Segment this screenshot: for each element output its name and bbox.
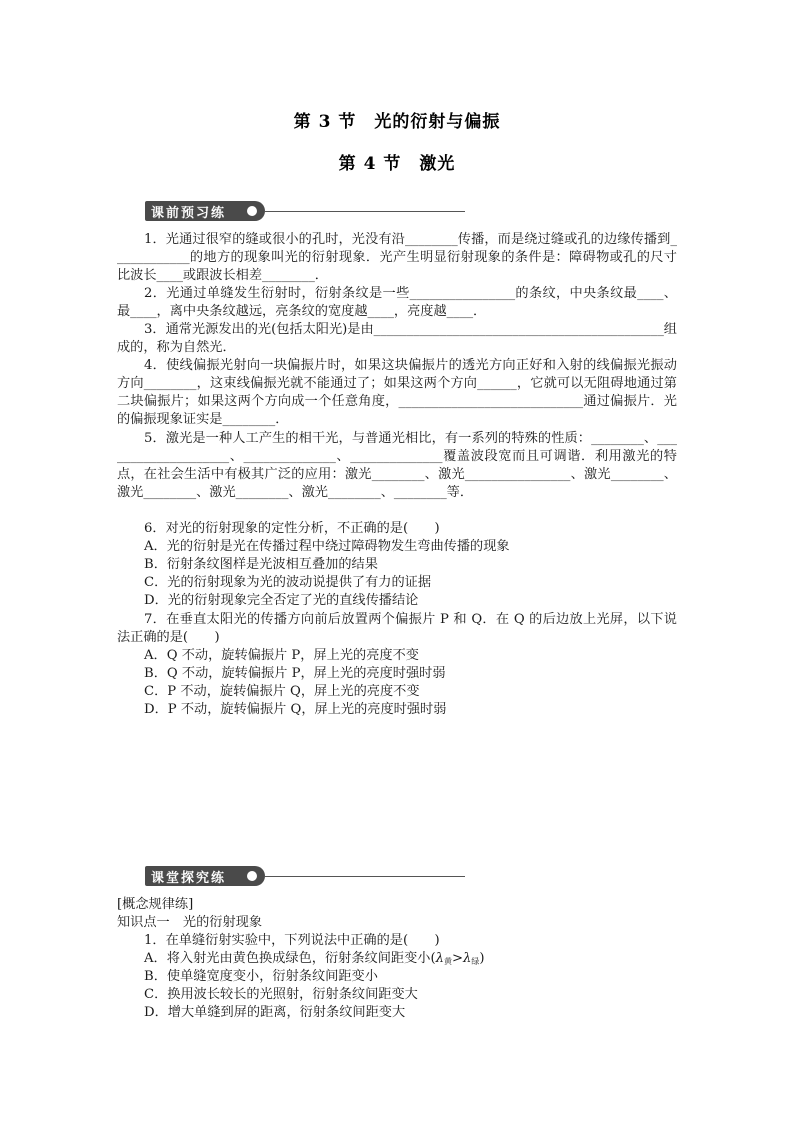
cq1-option-d: D．增大单缝到屏的距离，衍射条纹间距变大 <box>144 1005 406 1020</box>
question-6: 6．对光的衍射现象的定性分析，不正确的是( ) <box>144 521 440 536</box>
section-header-classroom <box>145 866 465 888</box>
q6-option-b: B．衍射条纹图样是光波相互叠加的结果 <box>144 557 378 572</box>
section-label: 课堂探究练 <box>151 871 227 886</box>
greater-than: > <box>451 951 464 966</box>
q6-option-a: A．光的衍射是光在传播过程中绕过障碍物发生弯曲传播的现象 <box>144 539 510 554</box>
question-3: 3．通常光源发出的光(包括太阳光)是由____________________________________________组成的，称为自然光． <box>117 322 677 355</box>
section-label: 课前预习练 <box>151 206 227 221</box>
bullet-dot-icon <box>247 871 257 881</box>
close-paren: ) <box>479 951 485 966</box>
question-4: 4．使线偏振光射向一块偏振片时，如果这块偏振片的透光方向正好和入射的线偏振光振动方向________，这束线偏振光就不能通过了；如果这两个方向______，它就可以无阻碍地通过第二块偏振片；如果这两个方向成一个任意角度，____________________________通过偏振片．光的偏振现象证实是________． <box>117 358 677 427</box>
bullet-dot-icon <box>247 206 257 216</box>
cq1-option-b: B．使单缝宽度变小，衍射条纹间距变小 <box>144 969 378 984</box>
section-divider <box>265 211 465 212</box>
q7-option-b: B．Q 不动，旋转偏振片 P，屏上光的亮度时强时弱 <box>144 666 446 681</box>
q7-option-a: A．Q 不动，旋转偏振片 P，屏上光的亮度不变 <box>144 648 419 663</box>
subscript-yellow: 黄 <box>443 957 452 966</box>
section-divider <box>265 876 465 877</box>
cq1-option-a-text: A．将入射光由黄色换成绿色，衍射条纹间距变小( <box>144 951 436 966</box>
concept-heading: [概念规律练] <box>117 897 194 912</box>
subscript-green: 绿 <box>471 957 480 966</box>
question-7: 7．在垂直太阳光的传播方向前后放置两个偏振片 P 和 Q．在 Q 的后边放上光屏，以下说法正确的是( ) <box>117 612 677 645</box>
lambda-symbol: λ <box>463 951 472 966</box>
knowledge-point: 知识点一 光的衍射现象 <box>117 915 263 930</box>
page-subtitle: 第 4 节 激光 <box>338 154 456 174</box>
q6-option-d: D．光的衍射现象完全否定了光的直线传播结论 <box>144 593 419 608</box>
section-header-preview <box>145 201 465 223</box>
classroom-question-1: 1．在单缝衍射实验中，下列说法中正确的是( ) <box>144 933 440 948</box>
q7-option-c: C．P 不动，旋转偏振片 Q，屏上光的亮度不变 <box>144 684 420 699</box>
lambda-symbol: λ <box>435 951 444 966</box>
question-2: 2．光通过单缝发生衍射时，衍射条纹是一些________________的条纹，中央条纹最____、最____，离中央条纹越远，亮条纹的宽度越____，亮度越____． <box>117 286 677 319</box>
cq1-option-c: C．换用波长较长的光照射，衍射条纹间距变大 <box>144 987 418 1002</box>
question-5: 5．激光是一种人工产生的相干光，与普通光相比，有一系列的特殊的性质：________、____________________、______________、______________覆盖波段宽而且可调谐．利用激光的特点，在社会生活中有极其广泛的应用：激光________、激光________________、激光________、激光________、激光________、激光________、________等． <box>117 431 677 500</box>
q7-option-d: D．P 不动，旋转偏振片 Q，屏上光的亮度时强时弱 <box>144 702 447 717</box>
question-1: 1．光通过很窄的缝或很小的孔时，光没有沿________传播，而是绕过缝或孔的边缘传播到____________的地方的现象叫光的衍射现象．光产生明显衍射现象的条件是：障碍物或孔的尺寸比波长____或跟波长相差________． <box>117 232 677 283</box>
page-title: 第 3 节 光的衍射与偏振 <box>293 112 501 132</box>
q6-option-c: C．光的衍射现象为光的波动说提供了有力的证据 <box>144 575 432 590</box>
